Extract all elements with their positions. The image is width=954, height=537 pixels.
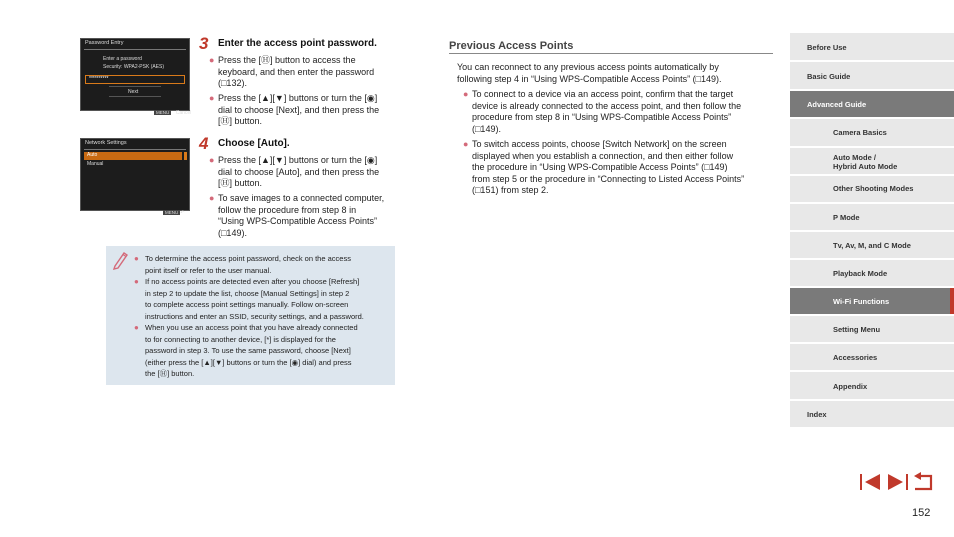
sidebar-item-label: Appendix: [833, 382, 868, 391]
note-item: [134, 276, 364, 322]
bullet-dot-icon: ●: [463, 89, 469, 99]
text-line: To switch access points, choose [Switch Network] on the screen: [472, 139, 727, 149]
text-line: dial to choose [Next], and then press the: [218, 104, 380, 115]
text-line: To save images to a connected computer,: [218, 193, 385, 203]
step-bullet: [209, 193, 385, 239]
sidebar-item-label: Basic Guide: [807, 72, 851, 81]
text-line: [Ⓗ] button.: [218, 178, 263, 188]
sidebar-item-label: Index: [807, 410, 827, 419]
step-number: 3: [199, 34, 209, 53]
text-line: Press the [▲][▼] buttons or turn the [◉]: [218, 155, 378, 165]
sidebar-item-index[interactable]: [790, 401, 954, 428]
bullet-dot-icon: ●: [134, 254, 139, 263]
text-line: device is already connected to the access point, and then follow the: [472, 100, 742, 111]
text-line: keyboard, and then enter the password: [218, 66, 375, 77]
note-item: [134, 322, 358, 380]
text-line: To determine the access point password, check on the access: [145, 254, 351, 263]
step-bullet: [209, 55, 375, 90]
return-icon[interactable]: [912, 472, 934, 492]
text-line: (either press the [▲][▼] buttons or turn the [◉] dial) and press: [145, 357, 352, 367]
text-line: Press the [▲][▼] buttons or turn the [◉]: [218, 93, 378, 103]
sidebar-item-setting-menu[interactable]: [790, 316, 954, 343]
bullet-dot-icon: ●: [209, 55, 215, 65]
text-line: to for connecting to another device, [*] is displayed for the: [145, 334, 336, 344]
password-field: **********: [85, 75, 185, 84]
note-box: [106, 246, 395, 385]
text-line: (□132).: [218, 78, 247, 88]
text-line: following step 4 in “Using WPS-Compatible Access Points” (□149).: [457, 73, 722, 84]
text-line: (□149).: [472, 123, 501, 134]
sidebar-item-label: Auto Mode /: [833, 153, 876, 162]
previous-page-icon[interactable]: [860, 472, 882, 492]
bullet-dot-icon: ●: [209, 93, 215, 103]
page-navigation: [858, 472, 936, 492]
sidebar-item-label: P Mode: [833, 213, 860, 222]
article-bullet: [463, 139, 745, 197]
text-line: in step 2 to update the list, choose [Manual Settings] in step 2: [145, 288, 350, 298]
bullet-dot-icon: ●: [209, 193, 215, 203]
sidebar-item-label: Wi-Fi Functions: [833, 297, 890, 306]
sidebar-item-accessories[interactable]: [790, 344, 954, 371]
screen-menu-back: [163, 201, 184, 219]
section-title: Previous Access Points: [449, 40, 574, 52]
sidebar-item-label: Before Use: [807, 43, 847, 52]
sidebar-item-label: Camera Basics: [833, 128, 887, 137]
sidebar-item-auto-mode[interactable]: [790, 148, 954, 175]
text-line: instructions and enter an SSID, security settings, and a password.: [145, 311, 364, 321]
sidebar-item-label: Other Shooting Modes: [833, 184, 914, 193]
text-line: [Ⓗ] button.: [218, 116, 263, 126]
bullet-dot-icon: ●: [463, 139, 469, 149]
sidebar-item-label: Accessories: [833, 353, 878, 362]
sidebar-item-label: Hybrid Auto Mode: [833, 162, 898, 171]
text-line: “Using WPS-Compatible Access Points”: [218, 216, 378, 226]
sidebar-item-camera-basics[interactable]: [790, 119, 954, 147]
screen-title: Network Settings: [85, 140, 127, 146]
auto-option: Auto: [84, 152, 182, 160]
note-item: [134, 253, 351, 276]
password-entry-screen: [80, 38, 192, 116]
text-line: dial to choose [Auto], and then press the: [218, 166, 380, 177]
text-line: from step 5 or the procedure in “Connecting to Listed Access Points”: [472, 173, 745, 184]
text-line: If no access points are detected even after you choose [Refresh]: [145, 277, 360, 286]
menu-key-icon: MENU: [165, 210, 179, 215]
screen-cancel-label: Cancel: [175, 110, 192, 116]
bullet-dot-icon: ●: [134, 277, 139, 286]
screen-prompt: Enter a password: [103, 56, 142, 62]
sidebar-item-label: Tv, Av, M, and C Mode: [833, 241, 911, 250]
pencil-note-icon: [112, 250, 130, 270]
manual-option: Manual: [87, 161, 104, 167]
text-line: password in step 3. To use the same password, choose [Next]: [145, 346, 351, 356]
screen-menu-cancel: [154, 101, 191, 119]
step-bullet: [209, 155, 380, 190]
sidebar-item-advanced-guide[interactable]: [790, 91, 954, 118]
text-line: displayed when you establish a connection, and then either follow: [472, 150, 734, 161]
step-bullet: [209, 93, 380, 128]
text-line: follow the procedure from step 8 in: [218, 204, 357, 215]
sidebar-item-wifi-functions[interactable]: [790, 288, 954, 315]
sidebar-item-p-mode[interactable]: [790, 204, 954, 231]
text-line: (□149).: [218, 227, 247, 238]
menu-key-icon: MENU: [156, 110, 170, 115]
bullet-dot-icon: ●: [134, 323, 139, 332]
sidebar-item-playback-mode[interactable]: [790, 260, 954, 287]
screen-next-option: Next: [128, 89, 139, 95]
section-divider: [449, 53, 773, 54]
text-line: When you use an access point that you have already connected: [145, 323, 358, 332]
text-line: point itself or refer to the user manual.: [145, 265, 272, 275]
sidebar-item-other-shooting-modes[interactable]: [790, 176, 954, 203]
text-line: the [Ⓗ] button.: [145, 369, 195, 379]
text-line: procedure from step 8 in “Using WPS-Compatible Access Points”: [472, 112, 732, 122]
bullet-dot-icon: ●: [209, 155, 215, 165]
text-line: To connect to a device via an access point, confirm that the target: [472, 89, 734, 99]
sidebar-item-label: Setting Menu: [833, 325, 881, 334]
page-number: 152: [912, 507, 931, 519]
next-page-icon[interactable]: [886, 472, 908, 492]
screen-security: Security: WPA2-PSK (AES): [103, 64, 165, 70]
article-bullet: [463, 89, 742, 135]
step-title: Enter the access point password.: [218, 38, 377, 49]
text-line: You can reconnect to any previous access points automatically by: [457, 62, 719, 72]
sidebar-item-appendix[interactable]: [790, 372, 954, 400]
screen-title: Password Entry: [85, 40, 124, 46]
sidebar-item-label: Advanced Guide: [807, 100, 867, 109]
step-number: 4: [199, 134, 209, 153]
step-title: Choose [Auto].: [218, 138, 290, 149]
text-line: (□151) from step 2.: [472, 185, 549, 195]
sidebar-item-label: Playback Mode: [833, 269, 888, 278]
sidebar-item-tv-av-m-c-mode[interactable]: [790, 232, 954, 259]
back-arrow-icon: ↶: [180, 210, 185, 216]
text-line: the procedure in “Using WPS-Compatible Access Points” (□149): [472, 162, 728, 172]
text-line: to complete access point settings manually. Follow on-screen: [145, 300, 349, 310]
intro-paragraph: [457, 62, 722, 85]
text-line: Press the [Ⓗ] button to access the: [218, 55, 356, 65]
sidebar-item-basic-guide[interactable]: [790, 62, 954, 90]
network-settings-screen: [80, 138, 190, 216]
sidebar-item-before-use[interactable]: [790, 33, 954, 61]
